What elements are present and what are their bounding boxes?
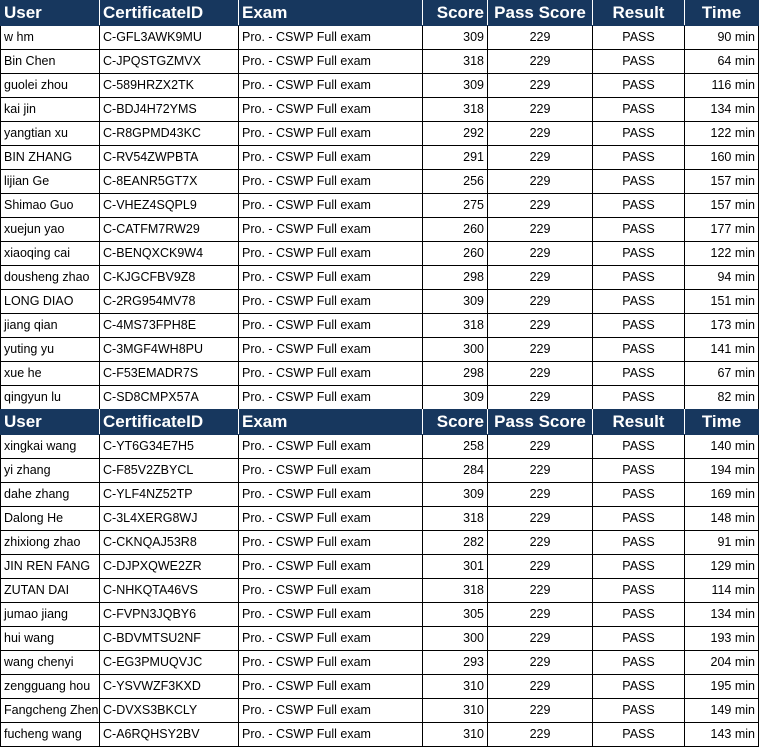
- cell-result: PASS: [593, 531, 685, 555]
- cell-result: PASS: [593, 579, 685, 603]
- cell-exam: Pro. - CSWP Full exam: [239, 74, 423, 98]
- cell-time: 143 min: [685, 723, 759, 747]
- table-row: [1, 146, 759, 170]
- cell-certificate-id: C-CATFM7RW29: [100, 218, 239, 242]
- cell-exam: Pro. - CSWP Full exam: [239, 723, 423, 747]
- cell-result: PASS: [593, 483, 685, 507]
- cell-user: ZUTAN DAI: [1, 579, 100, 603]
- cell-exam: Pro. - CSWP Full exam: [239, 435, 423, 459]
- cell-exam: Pro. - CSWP Full exam: [239, 218, 423, 242]
- cell-time: 149 min: [685, 699, 759, 723]
- cell-exam: Pro. - CSWP Full exam: [239, 675, 423, 699]
- cell-user: xuejun yao: [1, 218, 100, 242]
- header-exam: Exam: [239, 410, 423, 435]
- cell-certificate-id: C-F53EMADR7S: [100, 362, 239, 386]
- cell-pass-score: 229: [488, 459, 593, 483]
- header-score: Score: [423, 1, 488, 26]
- cell-score: 318: [423, 98, 488, 122]
- cell-result: PASS: [593, 507, 685, 531]
- header-row: [1, 410, 759, 435]
- header-pass-score: Pass Score: [488, 410, 593, 435]
- cell-certificate-id: C-589HRZX2TK: [100, 74, 239, 98]
- cell-exam: Pro. - CSWP Full exam: [239, 555, 423, 579]
- cell-user: Dalong He: [1, 507, 100, 531]
- cell-user: BIN ZHANG: [1, 146, 100, 170]
- table-row: [1, 699, 759, 723]
- cell-result: PASS: [593, 386, 685, 410]
- cell-certificate-id: C-4MS73FPH8E: [100, 314, 239, 338]
- cell-score: 275: [423, 194, 488, 218]
- cell-time: 114 min: [685, 579, 759, 603]
- cell-pass-score: 229: [488, 627, 593, 651]
- cell-time: 195 min: [685, 675, 759, 699]
- cell-user: jumao jiang: [1, 603, 100, 627]
- cell-certificate-id: C-R8GPMD43KC: [100, 122, 239, 146]
- cell-score: 318: [423, 50, 488, 74]
- cell-score: 309: [423, 386, 488, 410]
- cell-pass-score: 229: [488, 723, 593, 747]
- cell-pass-score: 229: [488, 122, 593, 146]
- cell-score: 318: [423, 314, 488, 338]
- cell-exam: Pro. - CSWP Full exam: [239, 459, 423, 483]
- cell-time: 194 min: [685, 459, 759, 483]
- cell-certificate-id: C-YSVWZF3KXD: [100, 675, 239, 699]
- cell-score: 310: [423, 675, 488, 699]
- cell-exam: Pro. - CSWP Full exam: [239, 699, 423, 723]
- cell-certificate-id: C-F85V2ZBYCL: [100, 459, 239, 483]
- table-row: [1, 675, 759, 699]
- cell-pass-score: 229: [488, 98, 593, 122]
- cell-time: 64 min: [685, 50, 759, 74]
- cell-result: PASS: [593, 314, 685, 338]
- cell-exam: Pro. - CSWP Full exam: [239, 362, 423, 386]
- table-row: [1, 579, 759, 603]
- cell-result: PASS: [593, 266, 685, 290]
- cell-certificate-id: C-BDJ4H72YMS: [100, 98, 239, 122]
- cell-exam: Pro. - CSWP Full exam: [239, 170, 423, 194]
- header-exam: Exam: [239, 1, 423, 26]
- table-row: [1, 531, 759, 555]
- cell-result: PASS: [593, 675, 685, 699]
- cell-pass-score: 229: [488, 266, 593, 290]
- cell-exam: Pro. - CSWP Full exam: [239, 266, 423, 290]
- header-time: Time: [685, 410, 759, 435]
- cell-pass-score: 229: [488, 146, 593, 170]
- table-row: [1, 555, 759, 579]
- cell-exam: Pro. - CSWP Full exam: [239, 483, 423, 507]
- cell-certificate-id: C-EG3PMUQVJC: [100, 651, 239, 675]
- header-certificate-id: CertificateID: [100, 1, 239, 26]
- cell-score: 256: [423, 170, 488, 194]
- cell-score: 318: [423, 579, 488, 603]
- cell-time: 157 min: [685, 170, 759, 194]
- cell-time: 116 min: [685, 74, 759, 98]
- cell-time: 94 min: [685, 266, 759, 290]
- table-row: [1, 603, 759, 627]
- cell-time: 91 min: [685, 531, 759, 555]
- cell-score: 300: [423, 338, 488, 362]
- cell-certificate-id: C-DVXS3BKCLY: [100, 699, 239, 723]
- cell-exam: Pro. - CSWP Full exam: [239, 651, 423, 675]
- cell-user: LONG DIAO: [1, 290, 100, 314]
- cell-certificate-id: C-BENQXCK9W4: [100, 242, 239, 266]
- cell-pass-score: 229: [488, 314, 593, 338]
- cell-score: 318: [423, 507, 488, 531]
- cell-user: fucheng wang: [1, 723, 100, 747]
- cell-result: PASS: [593, 122, 685, 146]
- table-row: [1, 386, 759, 410]
- cell-pass-score: 229: [488, 338, 593, 362]
- header-user: User: [1, 410, 100, 435]
- cell-result: PASS: [593, 555, 685, 579]
- cell-time: 157 min: [685, 194, 759, 218]
- cell-certificate-id: C-A6RQHSY2BV: [100, 723, 239, 747]
- cell-certificate-id: C-FVPN3JQBY6: [100, 603, 239, 627]
- cell-score: 309: [423, 290, 488, 314]
- cell-time: 122 min: [685, 122, 759, 146]
- cell-score: 301: [423, 555, 488, 579]
- cell-exam: Pro. - CSWP Full exam: [239, 386, 423, 410]
- cell-time: 148 min: [685, 507, 759, 531]
- cell-exam: Pro. - CSWP Full exam: [239, 50, 423, 74]
- cell-certificate-id: C-GFL3AWK9MU: [100, 26, 239, 50]
- cell-user: yuting yu: [1, 338, 100, 362]
- cell-time: 134 min: [685, 603, 759, 627]
- cell-result: PASS: [593, 74, 685, 98]
- cell-pass-score: 229: [488, 290, 593, 314]
- cell-user: Shimao Guo: [1, 194, 100, 218]
- cell-certificate-id: C-DJPXQWE2ZR: [100, 555, 239, 579]
- cell-user: yangtian xu: [1, 122, 100, 146]
- cell-time: 122 min: [685, 242, 759, 266]
- header-score: Score: [423, 410, 488, 435]
- cell-pass-score: 229: [488, 362, 593, 386]
- cell-time: 134 min: [685, 98, 759, 122]
- cell-pass-score: 229: [488, 74, 593, 98]
- cell-pass-score: 229: [488, 651, 593, 675]
- cell-user: qingyun lu: [1, 386, 100, 410]
- cell-user: yi zhang: [1, 459, 100, 483]
- table-row: [1, 218, 759, 242]
- cell-score: 309: [423, 483, 488, 507]
- cell-score: 309: [423, 26, 488, 50]
- cell-time: 67 min: [685, 362, 759, 386]
- cell-certificate-id: C-VHEZ4SQPL9: [100, 194, 239, 218]
- cell-time: 90 min: [685, 26, 759, 50]
- header-time: Time: [685, 1, 759, 26]
- cell-time: 141 min: [685, 338, 759, 362]
- cell-time: 140 min: [685, 435, 759, 459]
- cell-pass-score: 229: [488, 194, 593, 218]
- cell-time: 160 min: [685, 146, 759, 170]
- table-row: [1, 314, 759, 338]
- cell-result: PASS: [593, 459, 685, 483]
- cell-certificate-id: C-RV54ZWPBTA: [100, 146, 239, 170]
- cell-certificate-id: C-SD8CMPX57A: [100, 386, 239, 410]
- table-row: [1, 266, 759, 290]
- cell-pass-score: 229: [488, 699, 593, 723]
- cell-exam: Pro. - CSWP Full exam: [239, 290, 423, 314]
- cell-result: PASS: [593, 26, 685, 50]
- cell-exam: Pro. - CSWP Full exam: [239, 98, 423, 122]
- cell-exam: Pro. - CSWP Full exam: [239, 26, 423, 50]
- cell-time: 173 min: [685, 314, 759, 338]
- cell-pass-score: 229: [488, 507, 593, 531]
- cell-user: dousheng zhao: [1, 266, 100, 290]
- table-row: [1, 435, 759, 459]
- cell-score: 305: [423, 603, 488, 627]
- cell-user: zhixiong zhao: [1, 531, 100, 555]
- table-row: [1, 723, 759, 747]
- cell-certificate-id: C-CKNQAJ53R8: [100, 531, 239, 555]
- cell-user: kai jin: [1, 98, 100, 122]
- cell-certificate-id: C-YT6G34E7H5: [100, 435, 239, 459]
- table-row: [1, 290, 759, 314]
- cell-exam: Pro. - CSWP Full exam: [239, 531, 423, 555]
- cell-user: Fangcheng Zhen: [1, 699, 100, 723]
- cell-pass-score: 229: [488, 555, 593, 579]
- cell-pass-score: 229: [488, 50, 593, 74]
- cell-user: zengguang hou: [1, 675, 100, 699]
- results-table-2: [0, 409, 759, 747]
- table-row: [1, 98, 759, 122]
- cell-user: guolei zhou: [1, 74, 100, 98]
- cell-certificate-id: C-8EANR5GT7X: [100, 170, 239, 194]
- table-row: [1, 651, 759, 675]
- header-result: Result: [593, 410, 685, 435]
- cell-exam: Pro. - CSWP Full exam: [239, 627, 423, 651]
- header-user: User: [1, 1, 100, 26]
- cell-user: wang chenyi: [1, 651, 100, 675]
- cell-exam: Pro. - CSWP Full exam: [239, 338, 423, 362]
- header-result: Result: [593, 1, 685, 26]
- cell-result: PASS: [593, 699, 685, 723]
- cell-certificate-id: C-3MGF4WH8PU: [100, 338, 239, 362]
- cell-exam: Pro. - CSWP Full exam: [239, 603, 423, 627]
- cell-score: 300: [423, 627, 488, 651]
- cell-certificate-id: C-2RG954MV78: [100, 290, 239, 314]
- cell-certificate-id: C-KJGCFBV9Z8: [100, 266, 239, 290]
- cell-certificate-id: C-3L4XERG8WJ: [100, 507, 239, 531]
- table-row: [1, 50, 759, 74]
- table-row: [1, 627, 759, 651]
- cell-score: 309: [423, 74, 488, 98]
- header-row: [1, 1, 759, 26]
- cell-result: PASS: [593, 218, 685, 242]
- table-row: [1, 362, 759, 386]
- table-row: [1, 483, 759, 507]
- cell-score: 292: [423, 122, 488, 146]
- cell-result: PASS: [593, 723, 685, 747]
- table-row: [1, 170, 759, 194]
- cell-result: PASS: [593, 603, 685, 627]
- cell-result: PASS: [593, 627, 685, 651]
- cell-certificate-id: C-YLF4NZ52TP: [100, 483, 239, 507]
- table-row: [1, 459, 759, 483]
- cell-result: PASS: [593, 170, 685, 194]
- cell-user: hui wang: [1, 627, 100, 651]
- table-row: [1, 122, 759, 146]
- cell-user: JIN REN FANG: [1, 555, 100, 579]
- cell-certificate-id: C-NHKQTA46VS: [100, 579, 239, 603]
- cell-score: 260: [423, 218, 488, 242]
- cell-pass-score: 229: [488, 242, 593, 266]
- cell-score: 260: [423, 242, 488, 266]
- cell-user: Bin Chen: [1, 50, 100, 74]
- cell-score: 310: [423, 699, 488, 723]
- cell-pass-score: 229: [488, 435, 593, 459]
- table-row: [1, 242, 759, 266]
- cell-user: lijian Ge: [1, 170, 100, 194]
- cell-exam: Pro. - CSWP Full exam: [239, 122, 423, 146]
- cell-score: 298: [423, 266, 488, 290]
- cell-user: xue he: [1, 362, 100, 386]
- cell-time: 151 min: [685, 290, 759, 314]
- cell-time: 193 min: [685, 627, 759, 651]
- cell-result: PASS: [593, 435, 685, 459]
- cell-result: PASS: [593, 651, 685, 675]
- cell-pass-score: 229: [488, 218, 593, 242]
- cell-time: 82 min: [685, 386, 759, 410]
- cell-pass-score: 229: [488, 603, 593, 627]
- cell-time: 204 min: [685, 651, 759, 675]
- cell-score: 284: [423, 459, 488, 483]
- cell-result: PASS: [593, 242, 685, 266]
- cell-score: 310: [423, 723, 488, 747]
- cell-user: jiang qian: [1, 314, 100, 338]
- cell-time: 129 min: [685, 555, 759, 579]
- cell-pass-score: 229: [488, 26, 593, 50]
- cell-score: 293: [423, 651, 488, 675]
- cell-result: PASS: [593, 362, 685, 386]
- cell-result: PASS: [593, 338, 685, 362]
- table-row: [1, 194, 759, 218]
- cell-exam: Pro. - CSWP Full exam: [239, 242, 423, 266]
- table-row: [1, 26, 759, 50]
- cell-score: 298: [423, 362, 488, 386]
- cell-pass-score: 229: [488, 579, 593, 603]
- cell-exam: Pro. - CSWP Full exam: [239, 146, 423, 170]
- table-row: [1, 74, 759, 98]
- table-row: [1, 338, 759, 362]
- cell-score: 258: [423, 435, 488, 459]
- cell-user: xiaoqing cai: [1, 242, 100, 266]
- cell-score: 282: [423, 531, 488, 555]
- cell-user: w hm: [1, 26, 100, 50]
- cell-exam: Pro. - CSWP Full exam: [239, 194, 423, 218]
- cell-result: PASS: [593, 98, 685, 122]
- cell-certificate-id: C-BDVMTSU2NF: [100, 627, 239, 651]
- cell-user: dahe zhang: [1, 483, 100, 507]
- cell-pass-score: 229: [488, 483, 593, 507]
- table-row: [1, 507, 759, 531]
- cell-time: 169 min: [685, 483, 759, 507]
- cell-pass-score: 229: [488, 386, 593, 410]
- cell-exam: Pro. - CSWP Full exam: [239, 507, 423, 531]
- cell-pass-score: 229: [488, 170, 593, 194]
- cell-result: PASS: [593, 290, 685, 314]
- header-certificate-id: CertificateID: [100, 410, 239, 435]
- cell-pass-score: 229: [488, 675, 593, 699]
- cell-exam: Pro. - CSWP Full exam: [239, 579, 423, 603]
- cell-result: PASS: [593, 146, 685, 170]
- cell-result: PASS: [593, 50, 685, 74]
- cell-result: PASS: [593, 194, 685, 218]
- cell-exam: Pro. - CSWP Full exam: [239, 314, 423, 338]
- cell-certificate-id: C-JPQSTGZMVX: [100, 50, 239, 74]
- cell-score: 291: [423, 146, 488, 170]
- header-pass-score: Pass Score: [488, 1, 593, 26]
- cell-user: xingkai wang: [1, 435, 100, 459]
- cell-time: 177 min: [685, 218, 759, 242]
- cell-pass-score: 229: [488, 531, 593, 555]
